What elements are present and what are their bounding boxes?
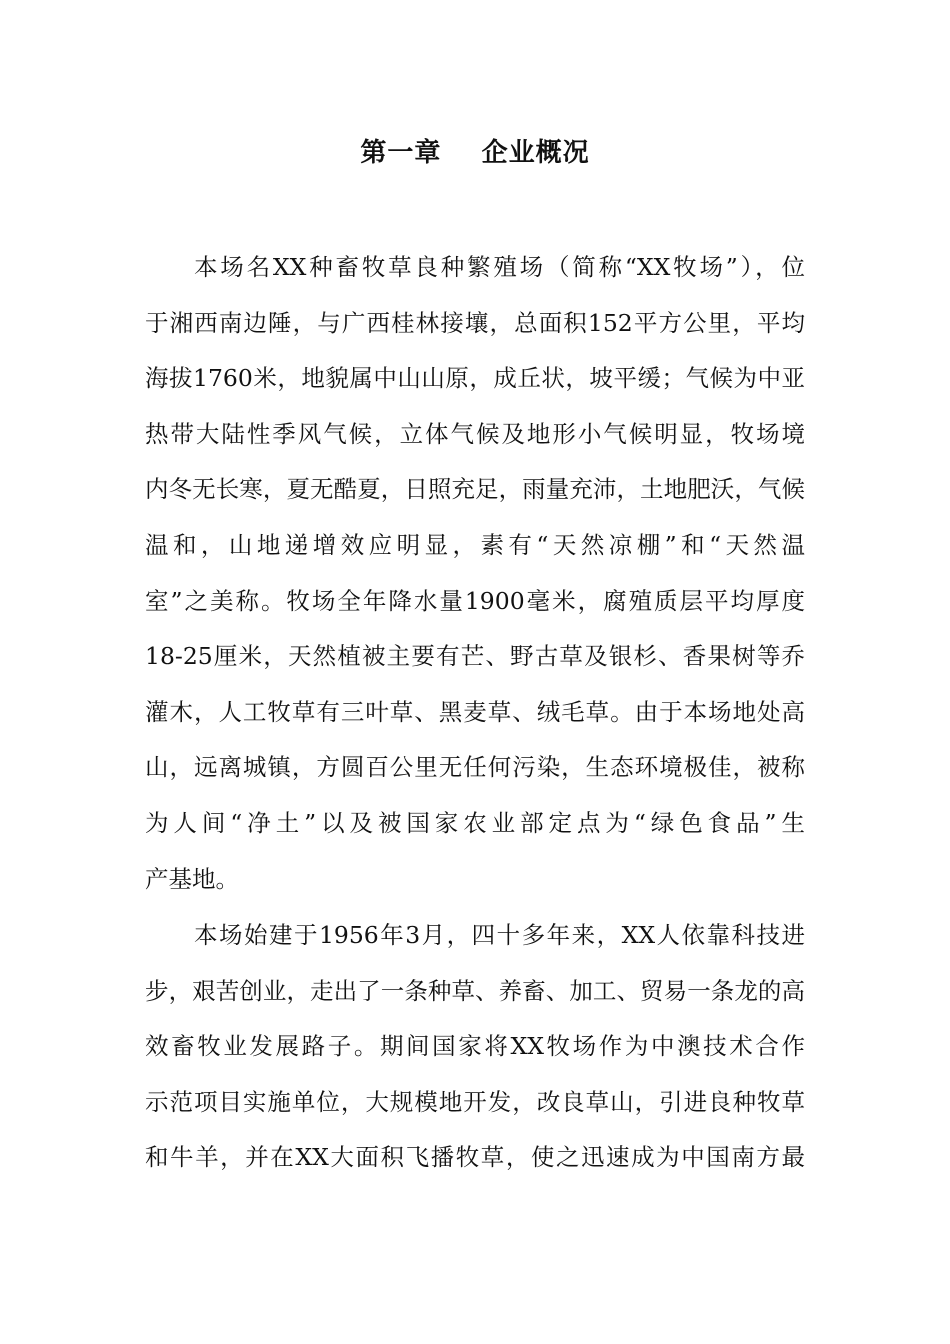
text-line: 效畜牧业发展路子。期间国家将XX牧场作为中澳技术合作 [145,1032,805,1061]
paragraph-2 [145,908,805,1186]
text-line: 步，艰苦创业，走出了一条种草、养畜、加工、贸易一条龙的高 [145,976,805,1005]
text-line: 本场始建于1956年3月，四十多年来，XX人依靠科技进 [194,921,805,949]
text-line: 内冬无长寒，夏无酷夏，日照充足，雨量充沛，土地肥沃，气候 [145,475,805,504]
text-line: 室”之美称。牧场全年降水量1900毫米，腐殖质层平均厚度 [145,586,805,615]
text-line: 灌木，人工牧草有三叶草、黑麦草、绒毛草。由于本场地处高 [145,697,805,726]
text-line: 热带大陆性季风气候，立体气候及地形小气候明显，牧场境 [145,419,805,448]
paragraph-1 [145,240,805,907]
text-line: 山，远离城镇，方圆百公里无任何污染，生态环境极佳，被称 [145,753,805,782]
text-line: 产基地。 [145,864,239,893]
chapter-title: 第一章 企业概况 [360,138,590,168]
text-line: 示范项目实施单位，大规模地开发，改良草山，引进良种牧草 [145,1087,805,1116]
text-line: 于湘西南边陲，与广西桂林接壤，总面积152平方公里，平均 [145,308,805,337]
text-line: 为人间“净土”以及被国家农业部定点为“绿色食品”生 [145,808,805,837]
text-line: 和牛羊，并在XX大面积飞播牧草，使之迅速成为中国南方最 [145,1143,805,1172]
text-line: 18-25厘米，天然植被主要有芒、野古草及银杉、香果树等乔 [145,642,805,671]
text-line: 温和，山地递增效应明显，素有“天然凉棚”和“天然温 [145,530,805,559]
text-line: 海拔1760米，地貌属中山山原，成丘状，坡平缓；气候为中亚 [145,364,805,393]
text-line: 本场名XX种畜牧草良种繁殖场（简称“XX牧场”），位 [194,253,805,281]
